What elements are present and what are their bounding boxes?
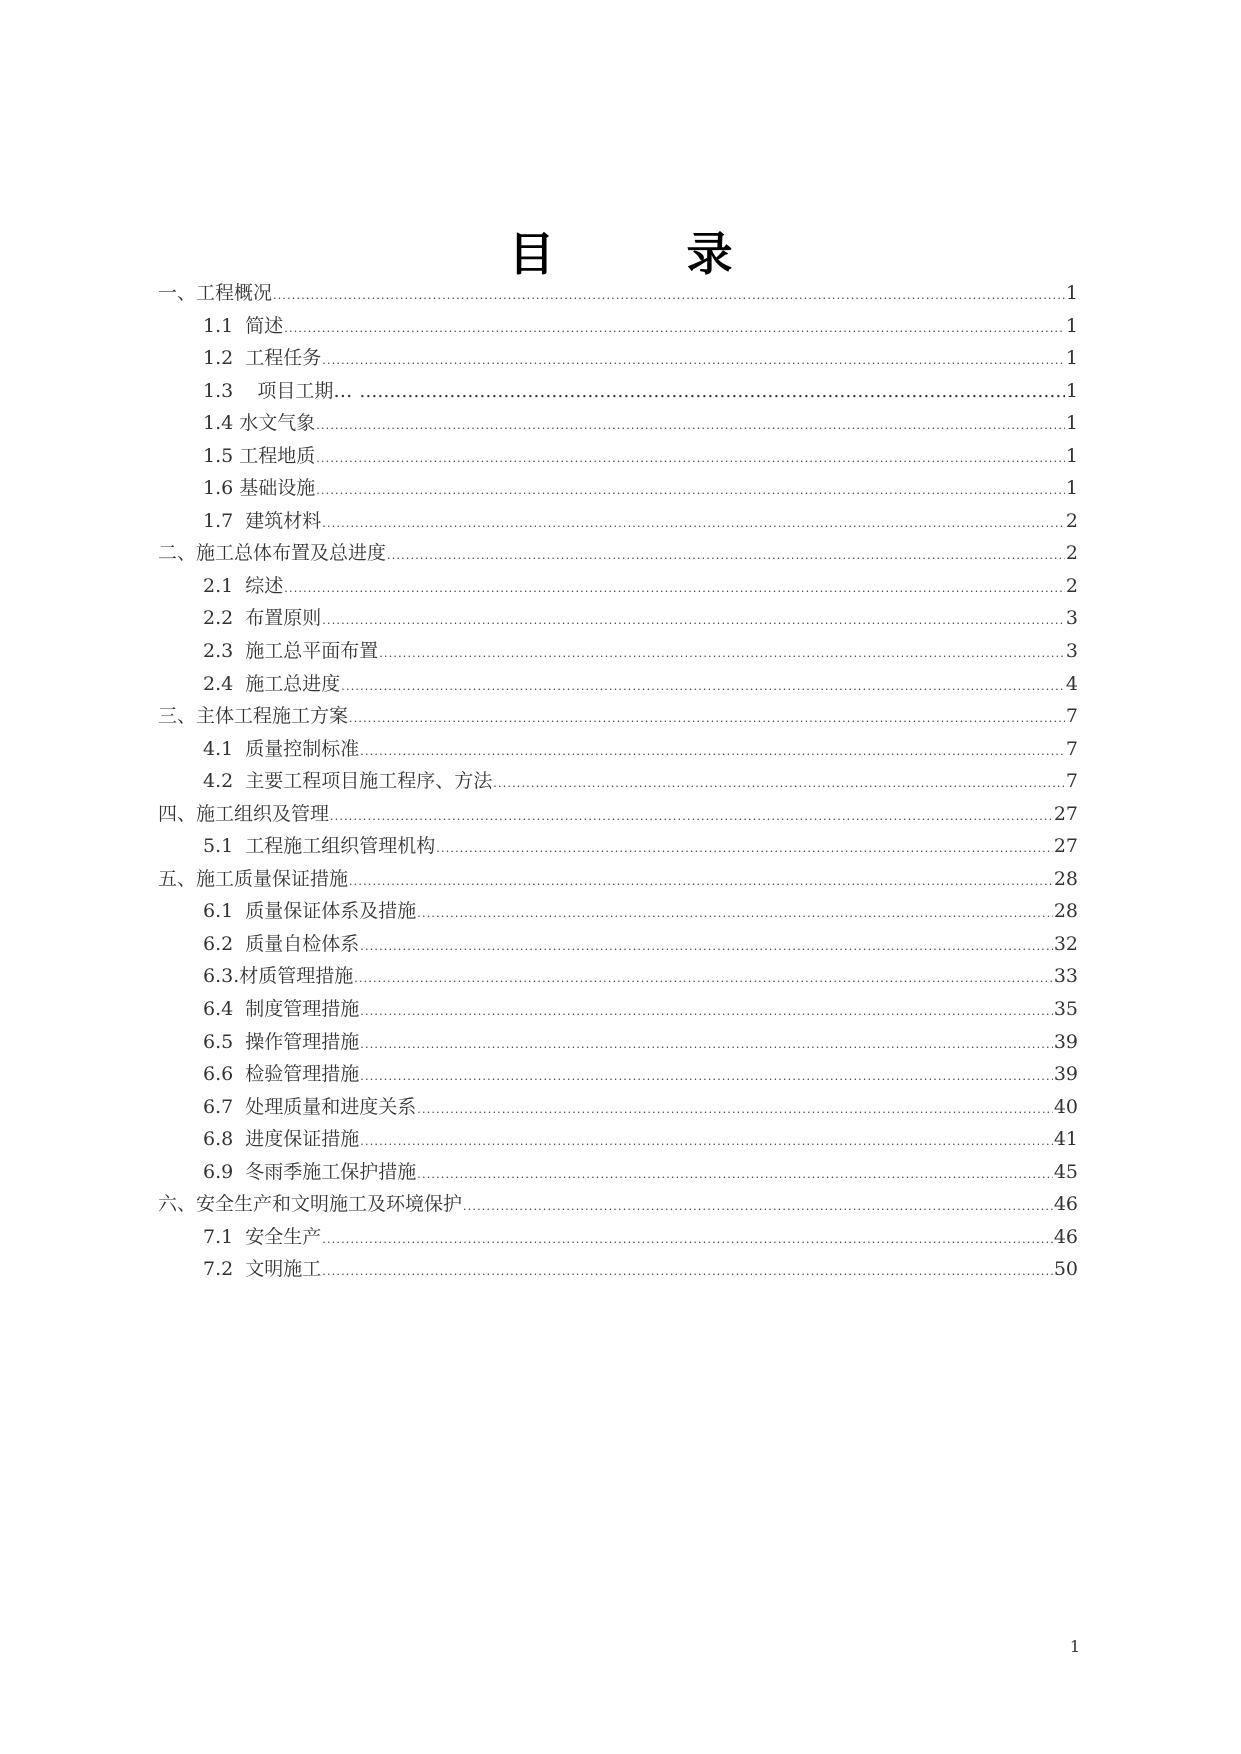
toc-dot-leader [284,322,1065,335]
toc-dot-leader [330,810,1053,823]
toc-dot-leader [379,647,1065,660]
toc-entry-label: 三、主体工程施工方案 [158,705,349,728]
toc-dot-leader [360,745,1065,758]
toc-entry-page-number: 7 [1065,705,1078,728]
toc-entry[interactable] [158,441,1078,474]
toc-dot-leader [360,940,1053,953]
toc-dot-leader [322,354,1065,367]
toc-dot-leader [360,1038,1053,1051]
toc-dot-leader [322,1265,1053,1278]
toc-dot-leader [493,777,1065,790]
toc-entry-label: 二、施工总体布置及总进度 [158,542,387,565]
toc-dot-leader [349,875,1053,888]
toc-entry-label: 一、工程概况 [158,282,273,304]
toc-entry-page-number: 1 [1065,282,1078,304]
toc-dot-leader [322,517,1065,530]
toc-dot-leader [349,712,1065,725]
toc-entry[interactable] [158,961,1078,994]
toc-entry-page-number: 2 [1065,542,1078,565]
toc-entry-page-number: 1 [1065,477,1078,500]
toc-entry[interactable] [158,376,1078,409]
toc-entry-page-number: 33 [1053,965,1078,988]
toc-entry[interactable] [158,278,1078,311]
toc-entry[interactable] [158,603,1078,636]
toc-entry[interactable] [158,734,1078,767]
toc-entry-page-number: 4 [1065,672,1078,695]
toc-entry[interactable] [158,1254,1078,1287]
toc-entry[interactable] [158,1189,1078,1222]
toc-entry-label: 6.2 质量自检体系 [203,932,360,955]
page-number: 1 [1069,1637,1081,1656]
toc-dot-leader [417,907,1053,920]
toc-entry-page-number: 28 [1053,900,1078,923]
toc-entry-label: 7.1 安全生产 [203,1225,322,1248]
toc-entry-page-number: 27 [1053,835,1078,858]
toc-entry[interactable] [158,766,1078,799]
toc-entry[interactable] [158,929,1078,962]
toc-entry-page-number: 2 [1065,574,1078,597]
toc-entry-page-number: 45 [1053,1160,1078,1183]
toc-dot-leader [360,1070,1053,1083]
toc-entry[interactable] [158,473,1078,506]
toc-entry-label: 6.5 操作管理措施 [203,1030,360,1053]
toc-dot-leader [316,419,1065,432]
toc-entry-label: 5.1 工程施工组织管理机构 [203,835,436,858]
toc-entry[interactable] [158,831,1078,864]
toc-entry-page-number: 1 [1065,412,1078,435]
toc-entry-page-number: 7 [1065,737,1078,760]
toc-entry-label: 1.3 项目工期… [203,379,359,402]
toc-dot-leader [316,484,1065,497]
toc-entry-label: 1.5 工程地质 [203,444,316,467]
table-of-contents [158,278,1078,1287]
toc-entry-label: 6.8 进度保证措施 [203,1128,360,1151]
toc-entry-label: 6.3.材质管理措施 [203,965,354,988]
toc-entry-page-number: 39 [1053,1063,1078,1086]
toc-entry[interactable] [158,1027,1078,1060]
toc-entry-page-number: 41 [1053,1128,1078,1151]
toc-entry-page-number: 28 [1053,867,1078,890]
toc-entry-label: 4.2 主要工程项目施工程序、方法 [203,770,493,793]
toc-entry-page-number: 2 [1065,509,1078,532]
toc-entry-label: 2.4 施工总进度 [203,672,341,695]
toc-dot-leader [284,582,1065,595]
toc-entry-label: 6.4 制度管理措施 [203,998,360,1021]
toc-entry[interactable] [158,311,1078,344]
toc-entry[interactable] [158,799,1078,832]
toc-entry-label: 6.9 冬雨季施工保护措施 [203,1160,417,1183]
toc-entry[interactable] [158,636,1078,669]
toc-entry-label: 4.1 质量控制标准 [203,737,360,760]
toc-entry-label: 2.3 施工总平面布置 [203,640,379,663]
toc-dot-leader [463,1200,1053,1213]
toc-entry-page-number: 1 [1065,347,1078,370]
toc-entry-label: 2.1 综述 [203,574,284,597]
toc-entry-page-number: 3 [1065,640,1078,663]
toc-entry-page-number: 1 [1065,444,1078,467]
toc-entry[interactable] [158,538,1078,571]
toc-entry-label: 6.7 处理质量和进度关系 [203,1095,417,1118]
toc-dot-leader [360,1005,1053,1018]
toc-entry-page-number: 50 [1053,1258,1078,1281]
toc-entry-page-number: 3 [1065,607,1078,630]
page-title: 目 录 [508,227,791,281]
toc-entry-label: 1.1 简述 [203,314,284,337]
toc-dot-leader [417,1103,1053,1116]
toc-dot-leader [417,1168,1053,1181]
toc-entry[interactable] [158,1059,1078,1092]
toc-entry-page-number: 46 [1053,1193,1078,1216]
toc-entry[interactable] [158,896,1078,929]
toc-dot-leader [387,549,1065,562]
toc-dot-leader [341,680,1065,693]
toc-dot-leader [273,289,1065,302]
toc-entry-page-number: 32 [1053,932,1078,955]
toc-entry-page-number: 27 [1053,802,1078,825]
toc-entry[interactable] [158,669,1078,702]
toc-entry-page-number: 1 [1065,314,1078,337]
toc-entry-page-number: 7 [1065,770,1078,793]
toc-entry-label: 6.6 检验管理措施 [203,1063,360,1086]
toc-dot-leader [360,1135,1053,1148]
toc-dot-leader [354,972,1053,985]
toc-entry[interactable] [158,1157,1078,1190]
toc-entry[interactable] [158,1222,1078,1255]
toc-entry-label: 六、安全生产和文明施工及环境保护 [158,1193,463,1216]
toc-entry-page-number: 46 [1053,1225,1078,1248]
toc-entry-label: 1.7 建筑材料 [203,509,322,532]
toc-entry-page-number: 40 [1053,1095,1078,1118]
toc-entry[interactable] [158,1092,1078,1125]
toc-entry-label: 1.4 水文气象 [203,412,316,435]
toc-entry-label: 1.2 工程任务 [203,347,322,370]
toc-entry[interactable] [158,343,1078,376]
toc-entry-label: 四、施工组织及管理 [158,802,330,825]
toc-entry-page-number: 35 [1053,998,1078,1021]
toc-entry[interactable] [158,864,1078,897]
toc-entry-page-number: 39 [1053,1030,1078,1053]
toc-entry[interactable] [158,1124,1078,1157]
toc-dot-leader [359,381,1064,402]
toc-entry-page-number: 1 [1065,379,1078,402]
toc-dot-leader [322,1233,1053,1246]
toc-entry-label: 2.2 布置原则 [203,607,322,630]
toc-entry[interactable] [158,994,1078,1027]
toc-dot-leader [322,614,1065,627]
toc-entry[interactable] [158,701,1078,734]
toc-entry-label: 1.6 基础设施 [203,477,316,500]
toc-entry-label: 6.1 质量保证体系及措施 [203,900,417,923]
toc-dot-leader [316,452,1065,465]
toc-entry[interactable] [158,506,1078,539]
toc-entry[interactable] [158,571,1078,604]
toc-entry-label: 五、施工质量保证措施 [158,867,349,890]
toc-entry[interactable] [158,408,1078,441]
toc-entry-label: 7.2 文明施工 [203,1258,322,1281]
toc-dot-leader [436,842,1053,855]
